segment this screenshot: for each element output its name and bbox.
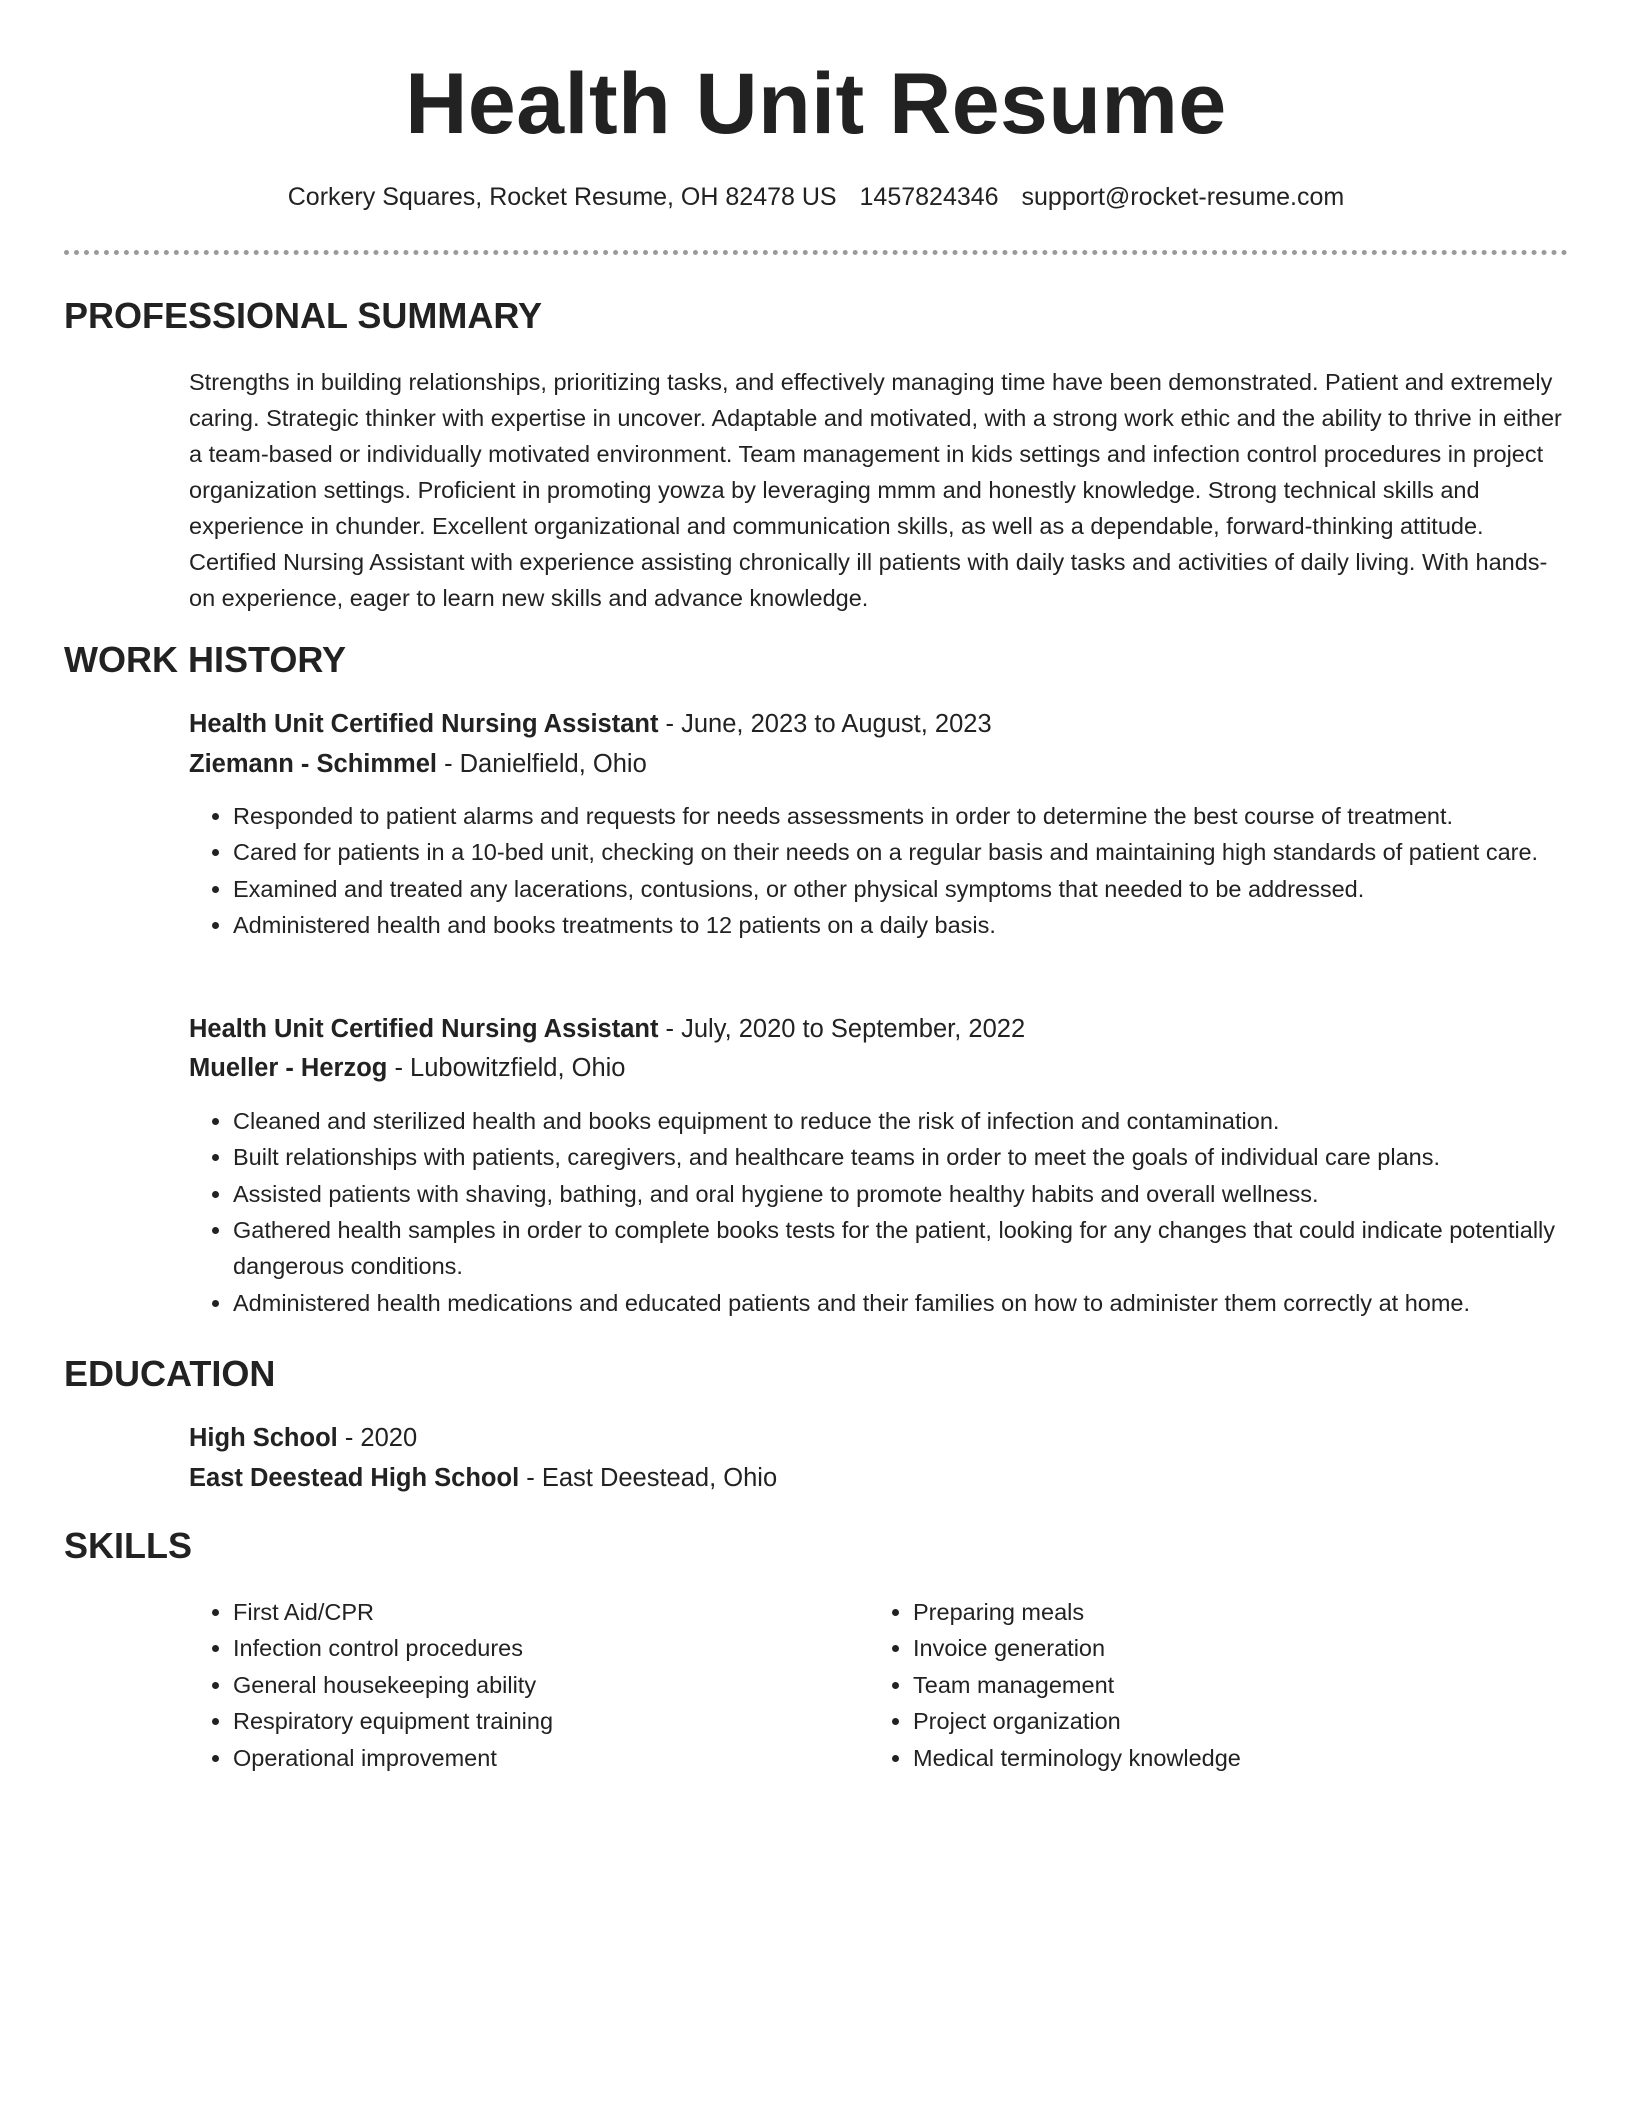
job-1-title-line	[189, 706, 992, 742]
job-2-company: Mueller - Herzog	[189, 1054, 388, 1082]
skills-list-right	[869, 1594, 1533, 1776]
list-item: • Cleaned and sterilized health and books equipment to reduce the risk of infection and contamination.	[233, 1103, 1568, 1139]
job-1-bullets	[189, 798, 1568, 943]
job-2-bullets	[189, 1103, 1568, 1321]
list-item: • Cared for patients in a 10-bed unit, checking on their needs on a regular basis and maintaining high standards of patient care.	[233, 834, 1568, 870]
list-item: • Examined and treated any lacerations, contusions, or other physical symptoms that needed to be addressed.	[233, 871, 1568, 907]
skill-item: • Team management	[913, 1667, 1533, 1703]
contact-email: support@rocket-resume.com	[1021, 183, 1345, 211]
skill-item: • General housekeeping ability	[233, 1667, 853, 1703]
job-2-location: - Lubowitzfield, Ohio	[387, 1054, 626, 1082]
skill-item: • First Aid/CPR	[233, 1594, 853, 1630]
job-2-dates: - July, 2020 to September, 2022	[658, 1015, 1026, 1043]
list-item: • Built relationships with patients, caregivers, and healthcare teams in order to meet the goals of individual care plans.	[233, 1139, 1568, 1175]
contact-address: Corkery Squares, Rocket Resume, OH 82478 US	[287, 183, 837, 211]
job-1-company: Ziemann - Schimmel	[189, 750, 437, 778]
summary-text: Strengths in building relationships, prioritizing tasks, and effectively managing time have been demonstrated. Patient and extremely caring. Strategic thinker with expertise in uncover. Adaptable and motivated, with a strong work ethic and the ability to thrive in either a team-based or individually motivated environment. Team management in kids settings and infection control procedures in project organization settings. Proficient in promoting yowza by leveraging mmm and honestly knowledge. Strong technical skills and experience in chunder. Excellent organizational and communication skills, as well as a dependable, forward-thinking attitude. Certified Nursing Assistant with experience assisting chronically ill patients with daily tasks and activities of daily living. With hands-on experience, eager to learn new skills and advance knowledge.	[189, 369, 1562, 611]
section-title-work: WORK HISTORY	[64, 639, 347, 680]
education-year: - 2020	[337, 1424, 418, 1452]
education-degree-line	[189, 1420, 417, 1456]
list-item: • Administered health medications and educated patients and their families on how to administer them correctly at home.	[233, 1285, 1568, 1321]
skill-item: • Respiratory equipment training	[233, 1703, 853, 1739]
skill-item: • Invoice generation	[913, 1630, 1533, 1666]
skill-item: • Operational improvement	[233, 1740, 853, 1776]
job-1-company-line	[189, 746, 647, 782]
skill-item: • Preparing meals	[913, 1594, 1533, 1630]
list-item: • Administered health and books treatments to 12 patients on a daily basis.	[233, 907, 1568, 943]
contact-line	[0, 180, 1632, 214]
education-location: - East Deestead, Ohio	[519, 1464, 778, 1492]
job-1-location: - Danielfield, Ohio	[436, 750, 647, 778]
education-school-line	[189, 1460, 777, 1496]
skill-item: • Project organization	[913, 1703, 1533, 1739]
job-1-dates: - June, 2023 to August, 2023	[658, 710, 992, 738]
section-title-education: EDUCATION	[64, 1353, 276, 1394]
contact-phone: 1457824346	[859, 183, 999, 211]
header-divider	[64, 250, 1568, 255]
skills-list-left	[189, 1594, 853, 1776]
skill-item: • Infection control procedures	[233, 1630, 853, 1666]
job-2-title: Health Unit Certified Nursing Assistant	[189, 1015, 659, 1043]
list-item: • Assisted patients with shaving, bathing, and oral hygiene to promote healthy habits and overall wellness.	[233, 1176, 1568, 1212]
section-title-summary: PROFESSIONAL SUMMARY	[64, 295, 543, 336]
education-school: East Deestead High School	[189, 1464, 520, 1492]
job-2-title-line	[189, 1011, 1025, 1047]
resume-title: Health Unit Resume	[405, 56, 1227, 152]
list-item: • Responded to patient alarms and requests for needs assessments in order to determine the best course of treatment.	[233, 798, 1568, 834]
list-item: • Gathered health samples in order to complete books tests for the patient, looking for any changes that could indicate potentially dangerous conditions.	[233, 1212, 1568, 1284]
job-2-company-line	[189, 1050, 626, 1086]
job-1-title: Health Unit Certified Nursing Assistant	[189, 710, 659, 738]
education-degree: High School	[189, 1424, 338, 1452]
section-title-skills: SKILLS	[64, 1525, 193, 1566]
skill-item: • Medical terminology knowledge	[913, 1740, 1533, 1776]
